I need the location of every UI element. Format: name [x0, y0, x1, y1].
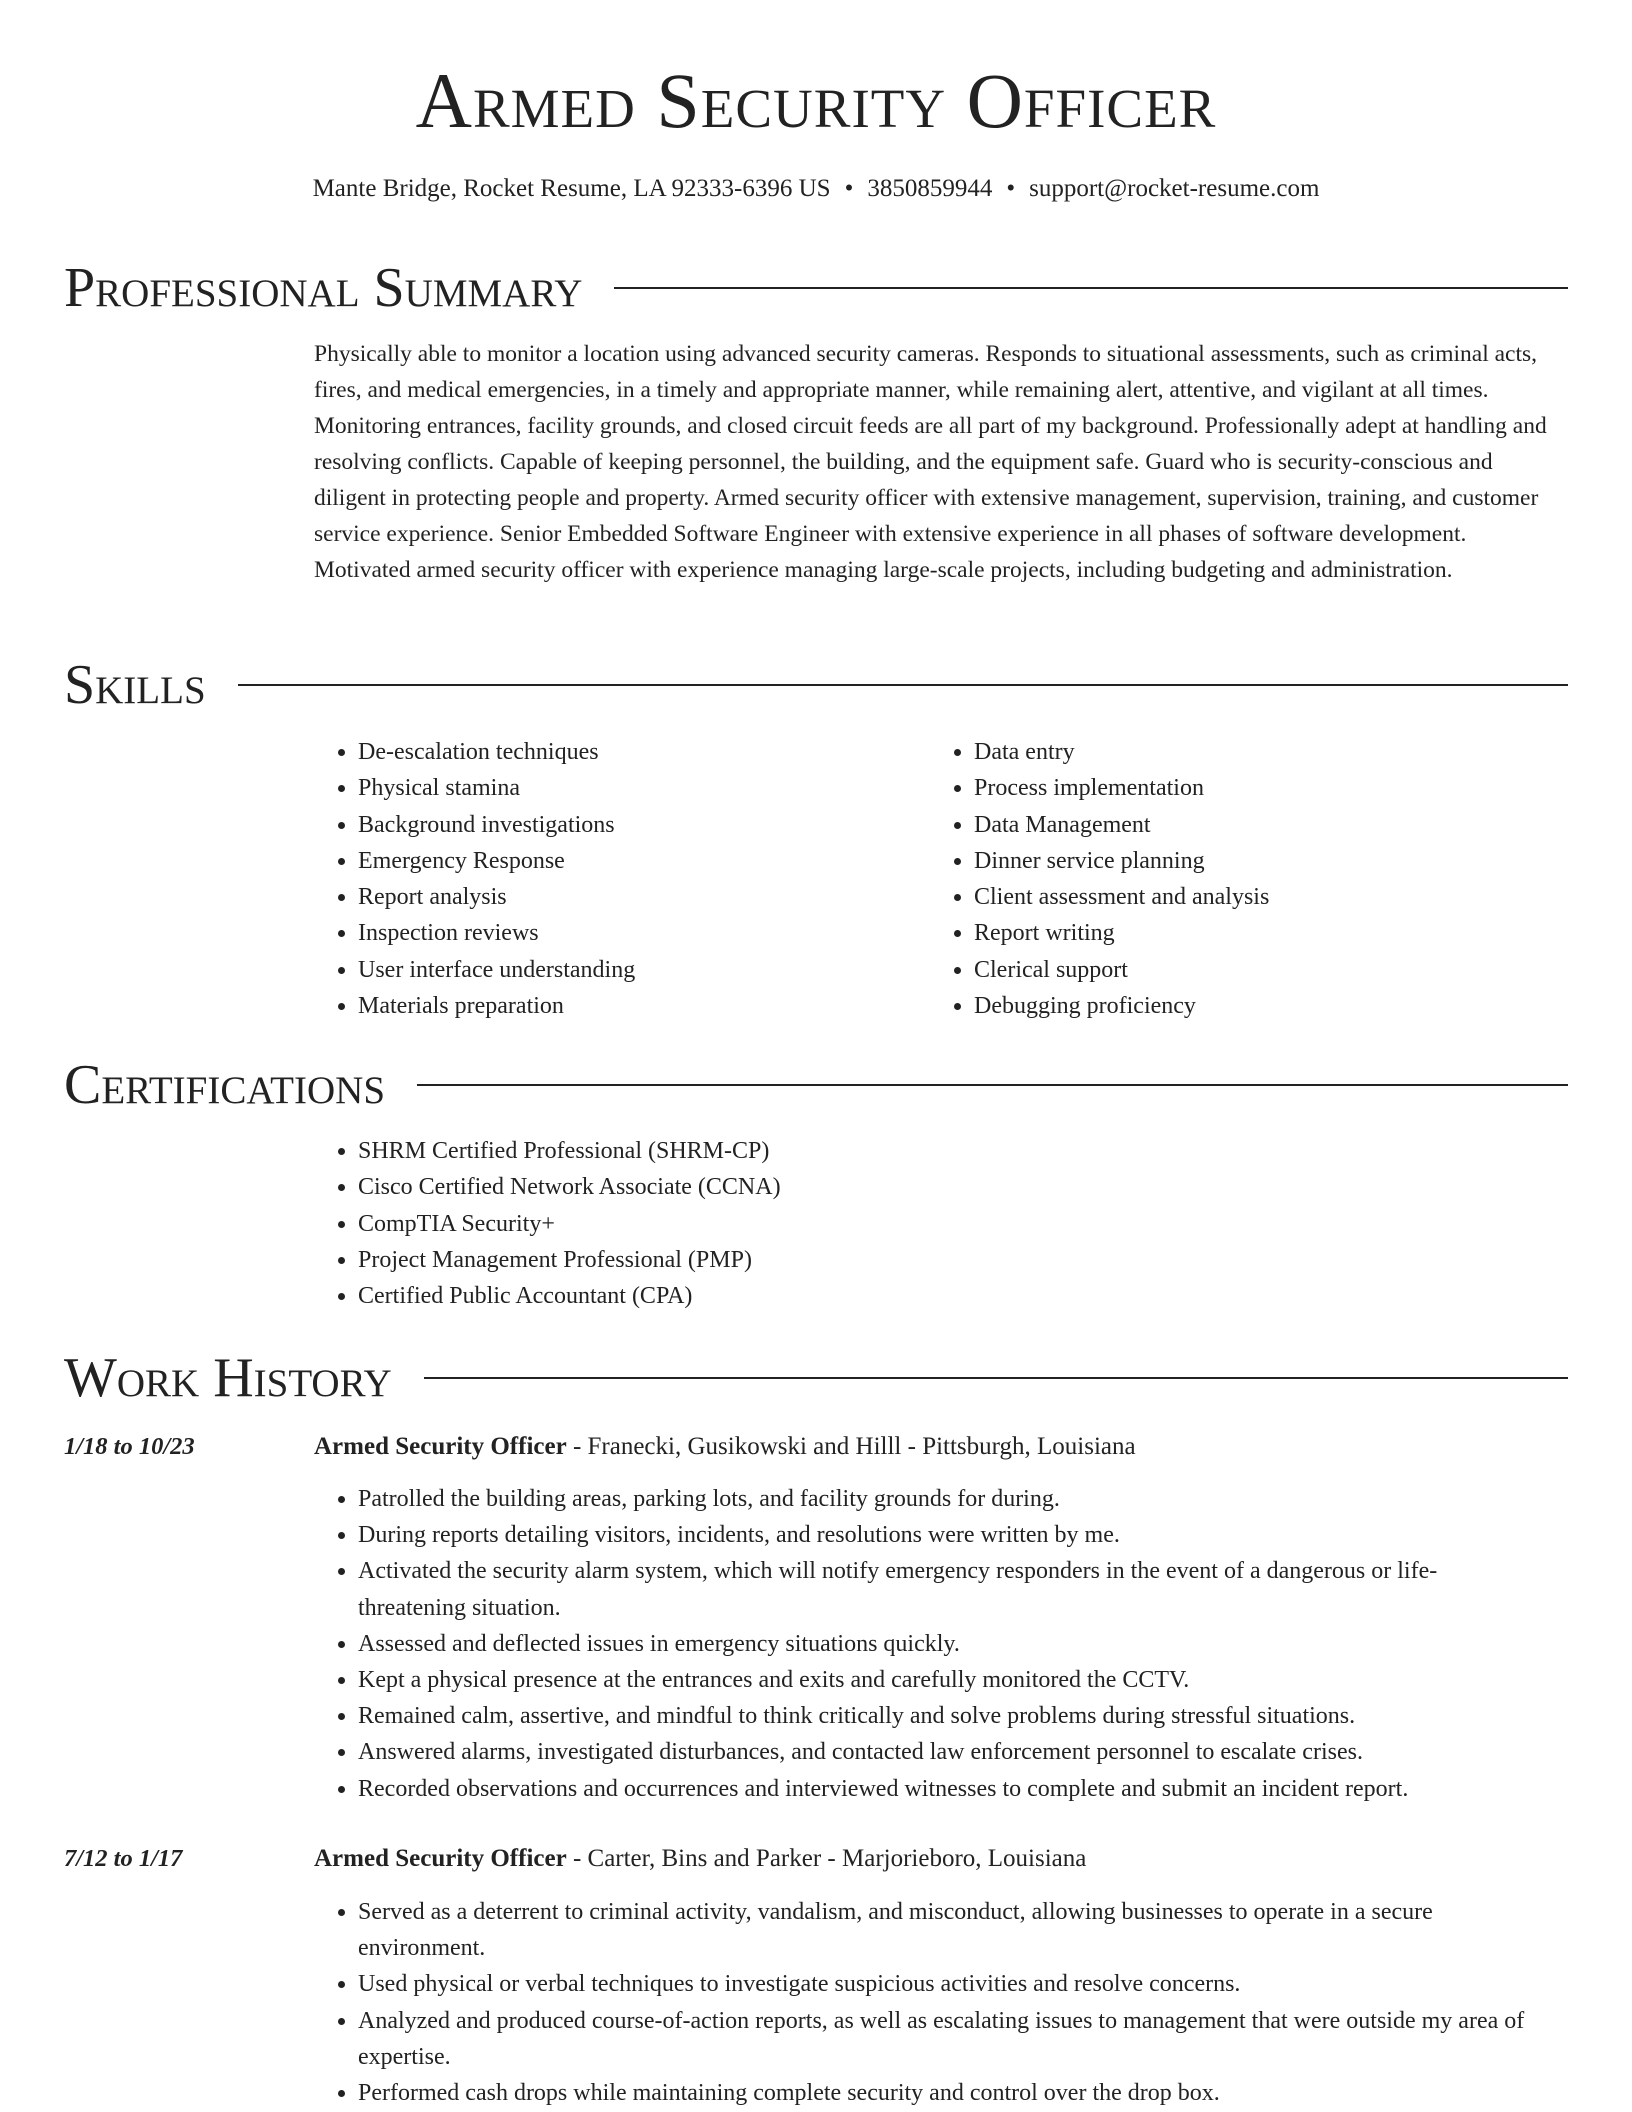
- contact-address: Mante Bridge, Rocket Resume, LA 92333-6396 US: [312, 175, 831, 202]
- candidate-name: Armed Security Officer: [415, 57, 1217, 144]
- skill-item: • Client assessment and analysis: [974, 879, 1510, 915]
- contact-separator: •: [844, 175, 854, 202]
- certification-item: • Project Management Professional (PMP): [358, 1242, 1214, 1278]
- job-heading: [314, 1432, 1568, 1462]
- certification-item: • Certified Public Accountant (CPA): [358, 1278, 1214, 1314]
- job-duty-item: • Activated the security alarm system, which will notify emergency responders in the event of a dangerous or life-threatening situation.: [358, 1553, 1532, 1625]
- job-duty-item: • During reports detailing visitors, incidents, and resolutions were written by me.: [358, 1517, 1532, 1553]
- section-divider: [424, 1377, 1568, 1379]
- skills-column-right: [930, 734, 1510, 1024]
- skill-item: • Inspection reviews: [358, 915, 894, 951]
- skill-item: • Report writing: [974, 915, 1510, 951]
- skill-item: • Dinner service planning: [974, 843, 1510, 879]
- section-divider: [238, 684, 1568, 686]
- summary-text: Physically able to monitor a location using advanced security cameras. Responds to situational assessments, such as criminal acts, fires, and medical emergencies, in a timely and appropriate manner, while remaining alert, attentive, and vigilant at all times. Monitoring entrances, facility grounds, and closed circuit feeds are all part of my background. Professionally adept at handling and resolving conflicts. Capable of keeping personnel, the building, and the equipment safe. Guard who is security-conscious and diligent in protecting people and property. Armed security officer with extensive management, supervision, training, and customer service experience. Senior Embedded Software Engineer with extensive experience in all phases of software development. Motivated armed security officer with experience managing large-scale projects, including budgeting and administration.: [314, 341, 1547, 583]
- certification-item: • CompTIA Security+: [358, 1206, 1214, 1242]
- certifications-section-title: Certifications: [64, 1054, 386, 1116]
- section-divider: [417, 1084, 1568, 1086]
- contact-separator: •: [1006, 175, 1016, 202]
- skill-item: • Report analysis: [358, 879, 894, 915]
- job-duties: [314, 1481, 1532, 1807]
- contact-email: support@rocket-resume.com: [1029, 175, 1320, 202]
- skill-item: • Emergency Response: [358, 843, 894, 879]
- skills-column-left: [314, 734, 894, 1024]
- job-dates: 1/18 to 10/23: [64, 1433, 195, 1460]
- section-divider: [614, 287, 1568, 289]
- summary-section-title: Professional Summary: [64, 257, 583, 319]
- job-dates: 7/12 to 1/17: [64, 1845, 183, 1872]
- job-duty-item: • Patrolled the building areas, parking lots, and facility grounds for during.: [358, 1481, 1532, 1517]
- job-duty-item: • Analyzed and produced course-of-action reports, as well as escalating issues to management that were outside my area of expertise.: [358, 2003, 1532, 2075]
- work-history-section-title: Work History: [64, 1347, 392, 1409]
- job-title: Armed Security Officer: [314, 1433, 567, 1460]
- skill-item: • Data Management: [974, 807, 1510, 843]
- skill-item: • User interface understanding: [358, 952, 894, 988]
- skills-section-header: [64, 650, 1568, 720]
- skill-item: • Physical stamina: [358, 770, 894, 806]
- skill-item: • Materials preparation: [358, 988, 894, 1024]
- job-duty-item: • Recorded observations and occurrences and interviewed witnesses to complete and submit an incident report.: [358, 1771, 1532, 1807]
- certifications-section-header: [64, 1050, 1568, 1120]
- job-duty-item: • Assessed and deflected issues in emergency situations quickly.: [358, 1626, 1532, 1662]
- job-duty-item: • Answered alarms, investigated disturbances, and contacted law enforcement personnel to escalate crises.: [358, 1734, 1532, 1770]
- skill-item: • Debugging proficiency: [974, 988, 1510, 1024]
- job-duty-item: • Used physical or verbal techniques to investigate suspicious activities and resolve concerns.: [358, 1966, 1532, 2002]
- summary-section-header: [64, 253, 1568, 323]
- skill-item: • De-escalation techniques: [358, 734, 894, 770]
- job-duty-item: • Performed cash drops while maintaining complete security and control over the drop box.: [358, 2075, 1532, 2111]
- certification-item: • Cisco Certified Network Associate (CCNA): [358, 1169, 1214, 1205]
- contact-line: [0, 173, 1632, 206]
- job-duty-item: • Served as a deterrent to criminal activity, vandalism, and misconduct, allowing businesses to operate in a secure environment.: [358, 1894, 1532, 1966]
- job-employer-location: - Franecki, Gusikowski and Hilll - Pittsburgh, Louisiana: [566, 1433, 1136, 1460]
- certifications-list: [314, 1133, 1214, 1314]
- skill-item: • Process implementation: [974, 770, 1510, 806]
- skill-item: • Data entry: [974, 734, 1510, 770]
- work-history-section-header: [64, 1343, 1568, 1413]
- job-employer-location: - Carter, Bins and Parker - Marjorieboro, Louisiana: [566, 1845, 1087, 1872]
- job-duties: [314, 1894, 1532, 2111]
- job-duty-item: • Kept a physical presence at the entrances and exits and carefully monitored the CCTV.: [358, 1662, 1532, 1698]
- job-heading: [314, 1844, 1568, 1874]
- skill-item: • Background investigations: [358, 807, 894, 843]
- contact-phone: 3850859944: [867, 175, 993, 202]
- job-title: Armed Security Officer: [314, 1845, 567, 1872]
- skills-section-title: Skills: [64, 654, 206, 716]
- job-duty-item: • Remained calm, assertive, and mindful to think critically and solve problems during stressful situations.: [358, 1698, 1532, 1734]
- certification-item: • SHRM Certified Professional (SHRM-CP): [358, 1133, 1214, 1169]
- skill-item: • Clerical support: [974, 952, 1510, 988]
